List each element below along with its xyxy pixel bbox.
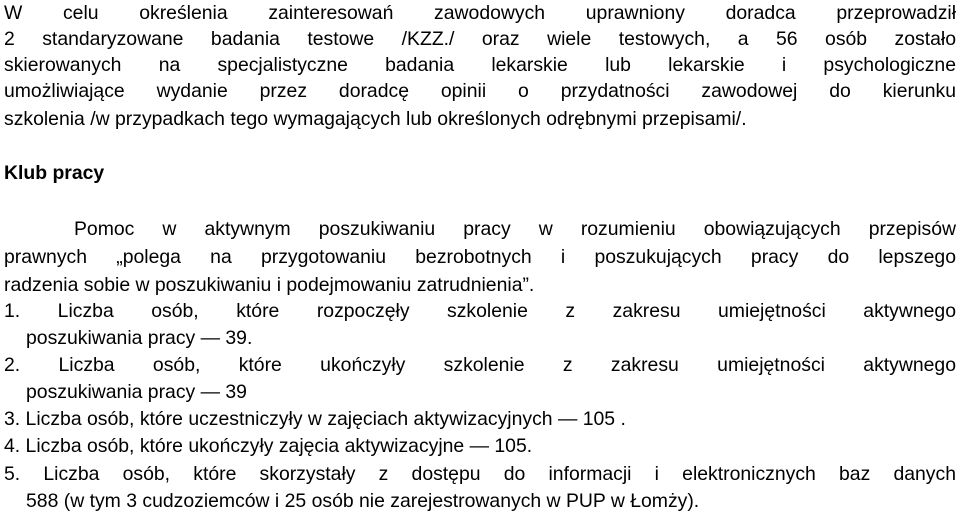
list-item-5: 5. Liczba osób, które skorzystały z dostępu do informacji i elektronicznych baz danych [4,463,956,485]
intro-line-1: W celu określenia zainteresowań zawodowych uprawniony doradca przeprowadził [4,2,956,24]
paragraph-line-1: Pomoc w aktywnym poszukiwaniu pracy w rozumieniu obowiązujących przepisów [74,218,956,240]
section-heading: Klub pracy [4,162,105,184]
intro-line-2: 2 standaryzowane badania testowe /KZZ./ oraz wiele testowych, a 56 osób zostało [4,28,956,50]
list-item-5-cont: 588 (w tym 3 cudzoziemców i 25 osób nie zarejestrowanych w PUP w Łomży). [26,490,700,512]
paragraph-line-2: prawnych „polega na przygotowaniu bezrobotnych i poszukujących pracy do lepszego [4,246,956,268]
paragraph-line-3: radzenia sobie w poszukiwaniu i podejmowaniu zatrudnienia”. [4,274,535,296]
list-item-1: 1. Liczba osób, które rozpoczęły szkolenie z zakresu umiejętności aktywnego [4,300,956,322]
intro-line-4: umożliwiające wydanie przez doradcę opinii o przydatności zawodowej do kierunku [4,80,956,102]
list-item-1-cont: poszukiwania pracy — 39. [26,327,253,349]
intro-line-5: szkolenia /w przypadkach tego wymagających lub określonych odrębnymi przepisami/. [4,108,747,130]
intro-line-3: skierowanych na specjalistyczne badania lekarskie lub lekarskie i psychologiczne [4,54,956,76]
list-item-2: 2. Liczba osób, które ukończyły szkolenie z zakresu umiejętności aktywnego [4,354,956,376]
list-item-3: 3. Liczba osób, które uczestniczyły w zajęciach aktywizacyjnych — 105 . [4,408,626,430]
list-item-2-cont: poszukiwania pracy — 39 [26,381,247,403]
list-item-4: 4. Liczba osób, które ukończyły zajęcia aktywizacyjne — 105. [4,435,533,457]
